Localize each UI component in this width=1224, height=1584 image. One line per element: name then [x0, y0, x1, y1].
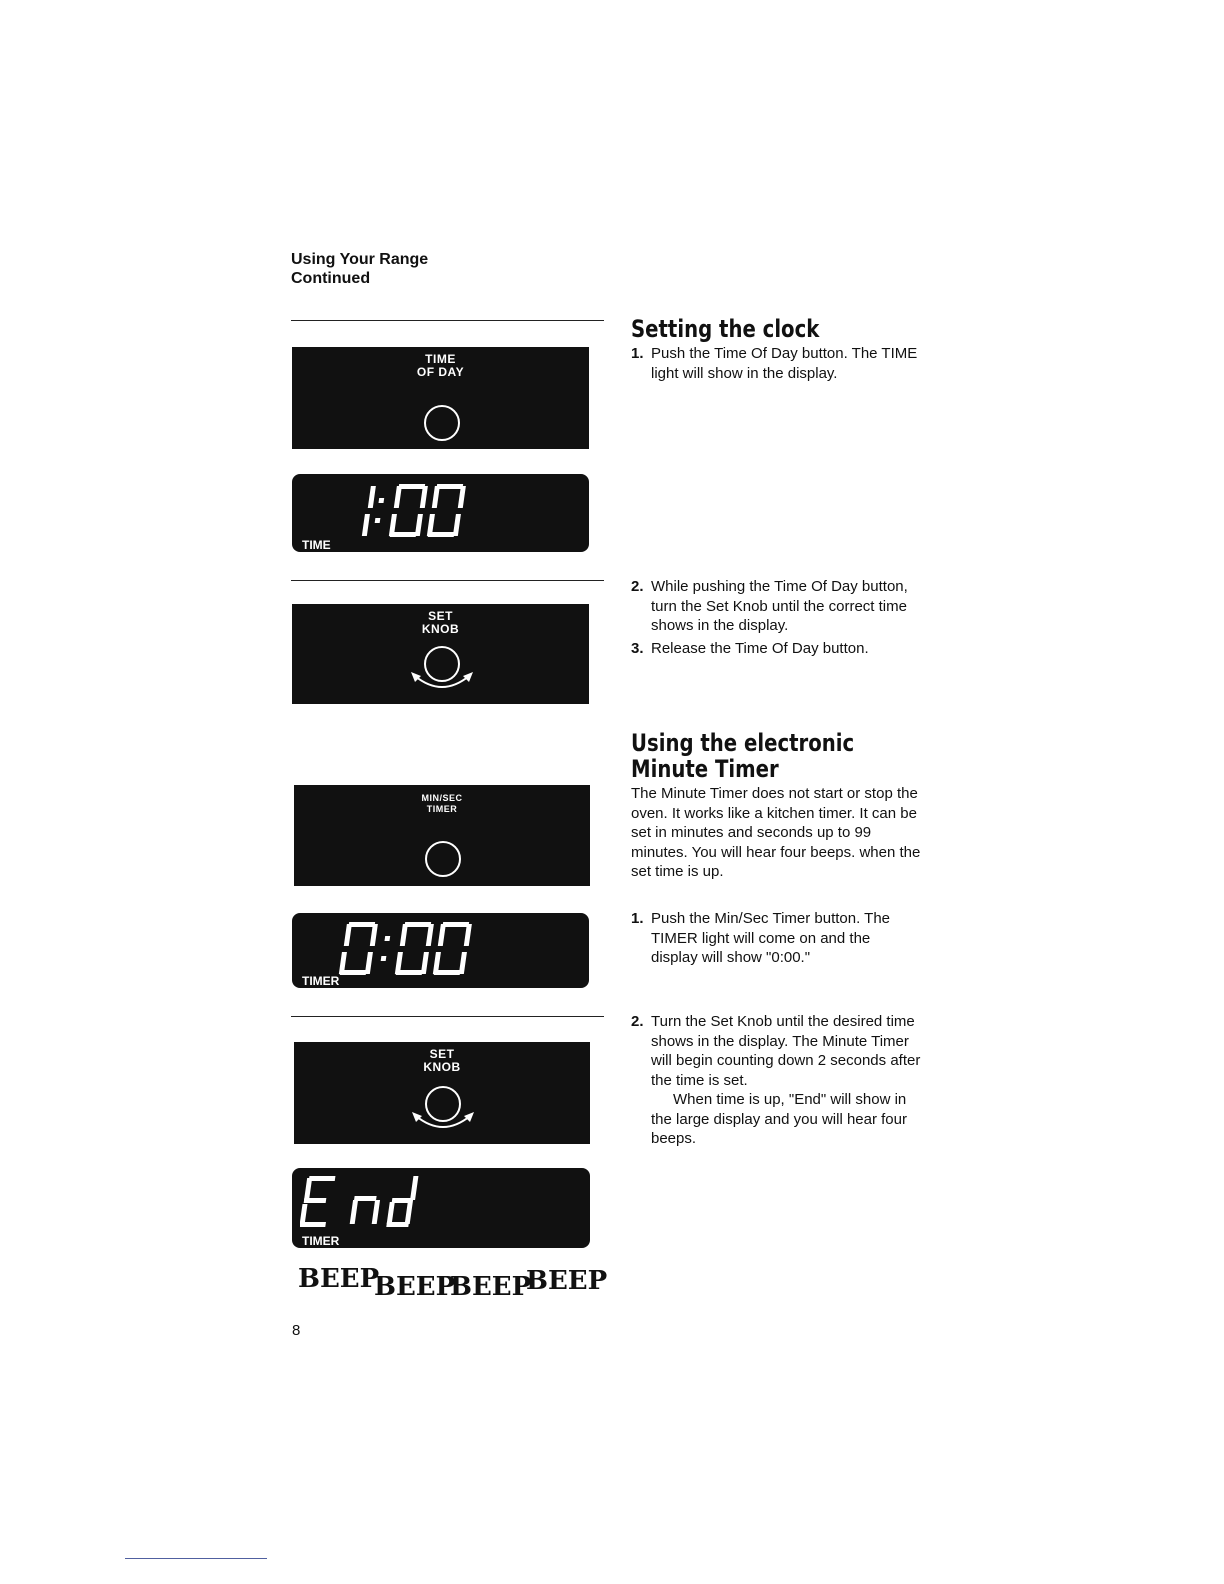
time-of-day-panel: [292, 347, 589, 449]
divider: [291, 320, 604, 321]
timer-heading-line2: Minute Timer: [631, 755, 779, 783]
step-number: 2.: [631, 1013, 644, 1030]
step-number: 1.: [631, 345, 644, 362]
set-knob-label: SET KNOB: [423, 1047, 461, 1074]
clock-heading: Setting the clock: [631, 315, 820, 343]
min-sec-timer-button[interactable]: [425, 841, 461, 877]
end-display: [292, 1168, 590, 1248]
clock-display-digits: [352, 478, 472, 544]
timer-display: [292, 913, 589, 988]
clock-step-2: [631, 577, 921, 636]
step-text: Push the Min/Sec Timer button. The TIMER light will come on and the display will show "0:00.": [651, 910, 891, 966]
step-number: 2.: [631, 578, 644, 595]
time-of-day-label: TIME OF DAY: [416, 352, 465, 379]
page-number: 8: [292, 1322, 301, 1339]
header-title: Using Your Range: [291, 251, 429, 268]
timer-display-digits: [338, 916, 478, 982]
clock-step-1: [631, 344, 931, 383]
header-subtitle: Continued: [291, 270, 371, 287]
beep-text: BEEP: [526, 1266, 608, 1296]
step-text: Push the Time Of Day button. The TIME light will show in the display.: [651, 345, 918, 382]
footer-line: [125, 1558, 267, 1559]
step-number: 3.: [631, 640, 644, 657]
clock-display: [292, 474, 589, 552]
step-number: 1.: [631, 910, 644, 927]
timer-step-2: [631, 1012, 931, 1149]
rotate-arrow-icon: [408, 1110, 478, 1136]
timer-end-note: When time is up, "End" will show in the large display and you will hear four beeps.: [651, 1091, 907, 1147]
timer-intro: The Minute Timer does not start or stop the oven. It works like a kitchen timer. It can be set in minutes and seconds up to 99 minutes. You will hear four beeps. when the set time is up.: [631, 785, 921, 880]
min-sec-timer-panel: [294, 785, 590, 886]
timer-indicator: TIMER: [302, 974, 340, 988]
step-text: While pushing the Time Of Day button, turn the Set Knob until the correct time shows in the display.: [651, 578, 908, 634]
set-knob-label: SET KNOB: [421, 609, 460, 636]
timer-step-1: [631, 909, 921, 968]
divider: [291, 1016, 604, 1017]
time-of-day-button[interactable]: [424, 405, 460, 441]
beep-text: BEEP: [374, 1272, 456, 1302]
section-header: [291, 250, 428, 288]
set-knob-panel: [292, 604, 589, 704]
timer-indicator: TIMER: [302, 1234, 340, 1248]
time-indicator: TIME: [302, 538, 331, 552]
clock-step-3: [631, 639, 931, 659]
end-display-digits: [300, 1172, 440, 1232]
divider: [291, 580, 604, 581]
set-knob-panel: [294, 1042, 590, 1144]
rotate-arrow-icon: [407, 670, 477, 696]
min-sec-timer-label: MIN/SEC TIMER: [421, 793, 463, 814]
beep-text: BEEP: [298, 1264, 380, 1294]
step-text: Turn the Set Knob until the desired time shows in the display. The Minute Timer will begin counting down 2 seconds after the time is set.: [651, 1013, 921, 1089]
step-text: Release the Time Of Day button.: [651, 640, 869, 657]
timer-heading-line1: Using the electronic: [631, 729, 855, 757]
beep-text: BEEP: [450, 1272, 532, 1302]
